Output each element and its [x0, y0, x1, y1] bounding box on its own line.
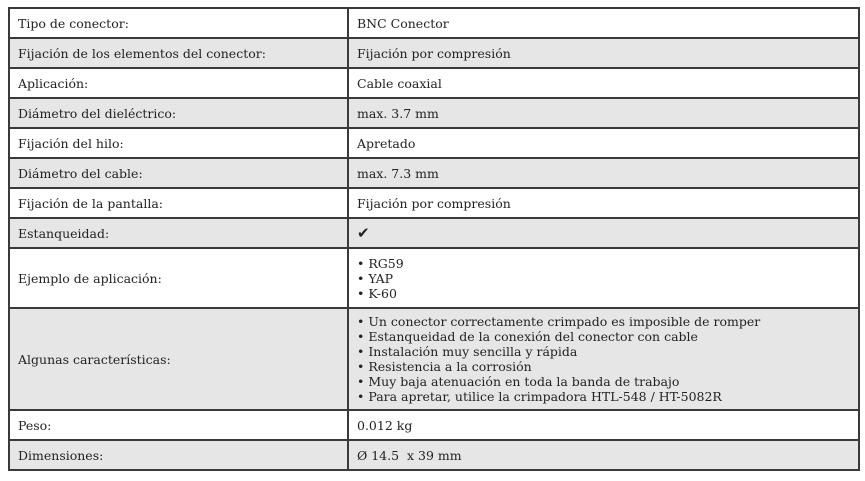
spec-label: Aplicación: — [9, 68, 348, 98]
spec-row-peso — [9, 410, 859, 440]
spec-value — [348, 248, 859, 308]
spec-value: BNC Conector — [348, 8, 859, 38]
spec-label: Algunas características: — [9, 308, 348, 410]
spec-value: max. 3.7 mm — [348, 98, 859, 128]
checkmark-icon: ✔ — [357, 223, 370, 242]
list-item: • Estanqueidad de la conexión del conector con cable — [357, 329, 850, 344]
list-item: • YAP — [357, 271, 850, 286]
spec-row-dimensiones — [9, 440, 859, 470]
spec-label: Ejemplo de aplicación: — [9, 248, 348, 308]
spec-value: Cable coaxial — [348, 68, 859, 98]
spec-value: Fijación por compresión — [348, 188, 859, 218]
spec-value — [348, 218, 859, 248]
spec-value — [348, 308, 859, 410]
spec-label: Diámetro del dieléctrico: — [9, 98, 348, 128]
spec-row-diametro-dielectrico — [9, 98, 859, 128]
spec-label: Fijación de la pantalla: — [9, 188, 348, 218]
spec-row-fijacion-pantalla — [9, 188, 859, 218]
list-item: • RG59 — [357, 256, 850, 271]
spec-value: Ø 14.5 x 39 mm — [348, 440, 859, 470]
list-item: • Resistencia a la corrosión — [357, 359, 850, 374]
spec-row-aplicacion — [9, 68, 859, 98]
spec-row-tipo-conector — [9, 8, 859, 38]
spec-row-diametro-cable — [9, 158, 859, 188]
spec-label: Estanqueidad: — [9, 218, 348, 248]
spec-value: max. 7.3 mm — [348, 158, 859, 188]
list-item: • K-60 — [357, 286, 850, 301]
spec-row-caracteristicas — [9, 308, 859, 410]
list-item: • Muy baja atenuación en toda la banda de trabajo — [357, 374, 850, 389]
bullet-list — [357, 314, 850, 404]
spec-value: 0.012 kg — [348, 410, 859, 440]
spec-row-fijacion-elementos — [9, 38, 859, 68]
spec-label: Diámetro del cable: — [9, 158, 348, 188]
list-item: • Para apretar, utilice la crimpadora HTL-548 / HT-5082R — [357, 389, 850, 404]
list-item: • Instalación muy sencilla y rápida — [357, 344, 850, 359]
spec-row-fijacion-hilo — [9, 128, 859, 158]
spec-label: Tipo de conector: — [9, 8, 348, 38]
specs-table — [8, 7, 860, 471]
spec-label: Fijación del hilo: — [9, 128, 348, 158]
spec-label: Fijación de los elementos del conector: — [9, 38, 348, 68]
spec-value: Fijación por compresión — [348, 38, 859, 68]
bullet-list — [357, 256, 850, 301]
spec-row-ejemplo-aplicacion — [9, 248, 859, 308]
spec-row-estanqueidad — [9, 218, 859, 248]
list-item: • Un conector correctamente crimpado es imposible de romper — [357, 314, 850, 329]
spec-value: Apretado — [348, 128, 859, 158]
spec-label: Dimensiones: — [9, 440, 348, 470]
spec-label: Peso: — [9, 410, 348, 440]
